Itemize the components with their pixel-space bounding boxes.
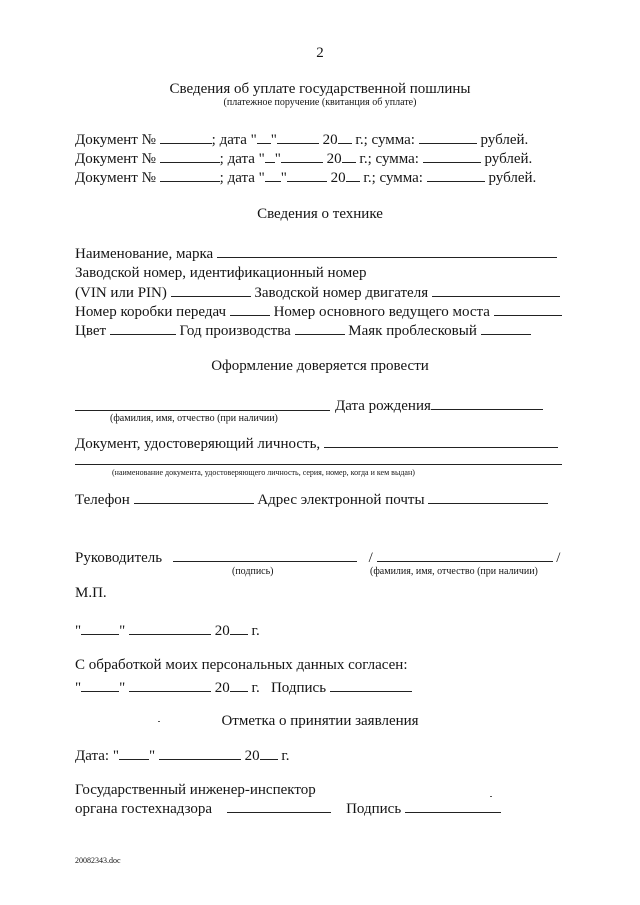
entrust-id-hint: (наименование документа, удостоверяющего личность, серия, номер, когда и кем выдан) (112, 468, 415, 477)
payment-row-1: Документ № ; дата " " 20 г.; сумма: рублей. (75, 132, 529, 148)
entrust-fio-line (75, 410, 330, 411)
stamp-mark: М.П. (75, 585, 107, 601)
tech-title: Сведения о технике (257, 206, 383, 222)
tech-name-line: Наименование, марка (75, 244, 557, 263)
entrust-title: Оформление доверяется провести (211, 358, 429, 374)
accept-date-line: Дата: " " 20 г. (75, 748, 290, 764)
tech-color-line: Цвет Год производства Маяк проблесковый (75, 321, 531, 340)
entrust-birth-line: Дата рождения (335, 396, 543, 415)
accept-title: Отметка о принятии заявления (221, 713, 419, 729)
entrust-contact-line: Телефон Адрес электронной почты (75, 490, 548, 509)
payment-subtitle: (платежное поручение (квитанция об уплате) (223, 97, 417, 108)
footer-filename: 20082343.doc (75, 856, 121, 865)
entrust-id-line: Документ, удостоверяющий личность, (75, 434, 558, 453)
tech-gearbox-line: Номер коробки передач Номер основного ведущего моста (75, 302, 562, 321)
payment-title: Сведения об уплате государственной пошлины (169, 81, 471, 97)
head-sign-hint: (подпись) (232, 566, 274, 577)
entrust-id-second-line (75, 464, 562, 465)
payment-row-2: Документ № ; дата " " 20 г.; сумма: рублей. (75, 151, 533, 167)
inspector-title: Государственный инженер-инспектор (75, 782, 316, 798)
tech-vin-line: (VIN или PIN) Заводской номер двигателя (75, 283, 560, 302)
consent-date-line: " " 20 г. Подпись (75, 678, 412, 697)
entrust-fio-hint: (фамилия, имя, отчество (при наличии) (110, 413, 278, 424)
consent-text: С обработкой моих персональных данных согласен: (75, 657, 408, 673)
head-date-line: " " 20 г. (75, 623, 260, 639)
page-number: 2 (316, 45, 324, 61)
tech-serial-label: Заводской номер, идентификационный номер (75, 265, 367, 281)
head-sign-line: Руководитель / / (75, 550, 561, 566)
payment-row-3: Документ № ; дата " " 20 г.; сумма: рублей. (75, 170, 537, 186)
head-fio-hint: (фамилия, имя, отчество (при наличии) (370, 566, 538, 577)
inspector-sign-line: органа гостехнадзора Подпись (75, 799, 501, 818)
scan-dot (490, 796, 492, 797)
